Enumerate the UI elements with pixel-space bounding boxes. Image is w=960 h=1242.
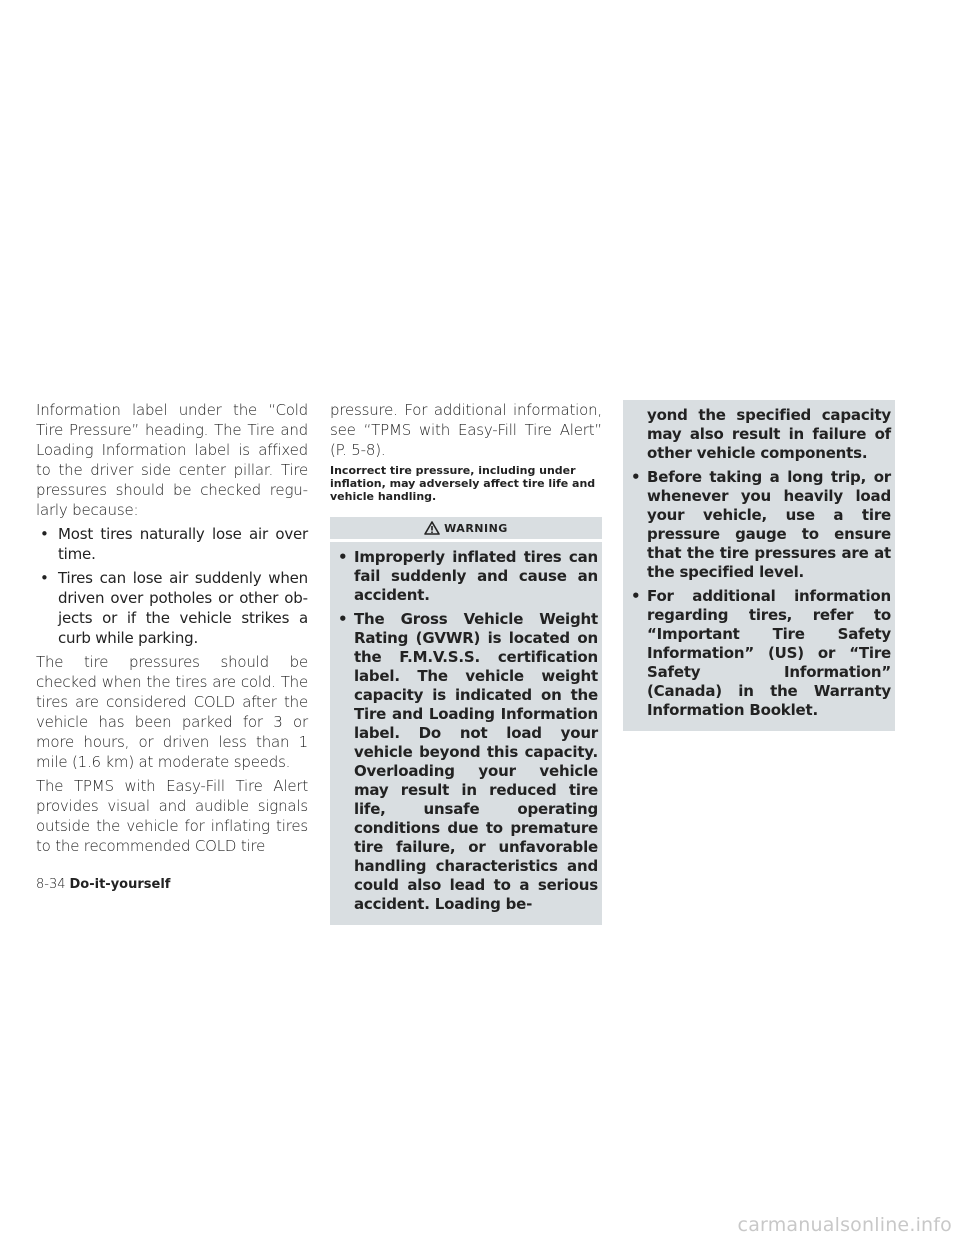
watermark: carmanualsonline.info bbox=[737, 1214, 952, 1236]
section-title: Do-it-yourself bbox=[69, 877, 171, 892]
column-2 bbox=[330, 400, 602, 925]
list-item bbox=[36, 568, 308, 648]
paragraph-tpms: The TPMS with Easy-Fill Tire Alert provides visual and audible signals outside the vehicle for inflating tires to the recommended COLD tire bbox=[36, 777, 308, 855]
warning-continuation-text: yond the specified capacity may also result in failure of other vehicle components. bbox=[647, 406, 891, 462]
warning-item-text: Before taking a long trip, or whenever you heavily load your vehicle, use a tire pressure gauge to ensure that the tire pressures are at the specified level. bbox=[647, 468, 891, 581]
warning-header bbox=[330, 517, 602, 542]
warning-item bbox=[627, 587, 891, 720]
paragraph-label-info: Information label under the “Cold Tire Pressure” heading. The Tire and Loading Information label is affixed to the driver side center pillar. Tire pressures should be checked regularly because: bbox=[36, 401, 308, 519]
warning-item bbox=[627, 468, 891, 582]
bullet-icon: • bbox=[40, 525, 49, 543]
paragraph-additional-info: pressure. For additional information, see “TPMS with Easy-Fill Tire Alert” (P. 5-8). bbox=[330, 401, 602, 459]
warning-list bbox=[627, 468, 891, 720]
warning-box bbox=[330, 517, 602, 925]
column-1 bbox=[36, 400, 308, 860]
bullet-icon: • bbox=[338, 610, 348, 628]
page-number: 8-34 bbox=[36, 877, 66, 892]
paragraph-cold-tires: The tire pressures should be checked when the tires are cold. The tires are considered COLD after the vehicle has been parked for 3 or more hours, or driven less than 1 mile (1.6 km) at moderate speeds. bbox=[36, 653, 308, 771]
warning-triangle-icon bbox=[424, 521, 440, 535]
warning-item-text: The Gross Vehicle Weight Rating (GVWR) is located on the F.M.V.S.S. certification label. The vehicle weight capacity is indicated on the Tire and Loading Information label. Do not load your vehicle beyond this capacity. Overloading your vehicle may result in reduced tire life, unsafe operating conditions due to premature tire failure, or unfavorable handling characteristics and could also lead to a serious accident. Loading be- bbox=[354, 610, 598, 913]
bullet-icon: • bbox=[631, 587, 641, 605]
warning-item bbox=[334, 610, 598, 914]
bullet-icon: • bbox=[338, 548, 348, 566]
bullet-list-reasons bbox=[36, 524, 308, 648]
page-footer bbox=[36, 877, 170, 892]
column-3 bbox=[623, 400, 895, 731]
list-item bbox=[36, 524, 308, 564]
warning-list bbox=[334, 548, 598, 914]
list-item-text: Tires can lose air suddenly when driven over potholes or other objects or if the vehicle strikes a curb while parking. bbox=[58, 569, 308, 647]
warning-item bbox=[334, 548, 598, 605]
list-item-text: Most tires naturally lose air over time. bbox=[58, 525, 308, 563]
warning-item-text: For additional information regarding tires, refer to “Important Tire Safety Information” (US) or “Tire Safety Information” (Canada) in the Warranty Information Booklet. bbox=[647, 587, 891, 719]
bullet-icon: • bbox=[40, 569, 49, 587]
warning-title: WARNING bbox=[444, 521, 508, 535]
warning-item-text: Improperly inflated tires can fail suddenly and cause an accident. bbox=[354, 548, 598, 604]
caution-text: Incorrect tire pressure, including under inflation, may adversely affect tire life and vehicle handling. bbox=[330, 464, 596, 503]
warning-box-continued bbox=[623, 400, 895, 731]
bullet-icon: • bbox=[631, 468, 641, 486]
